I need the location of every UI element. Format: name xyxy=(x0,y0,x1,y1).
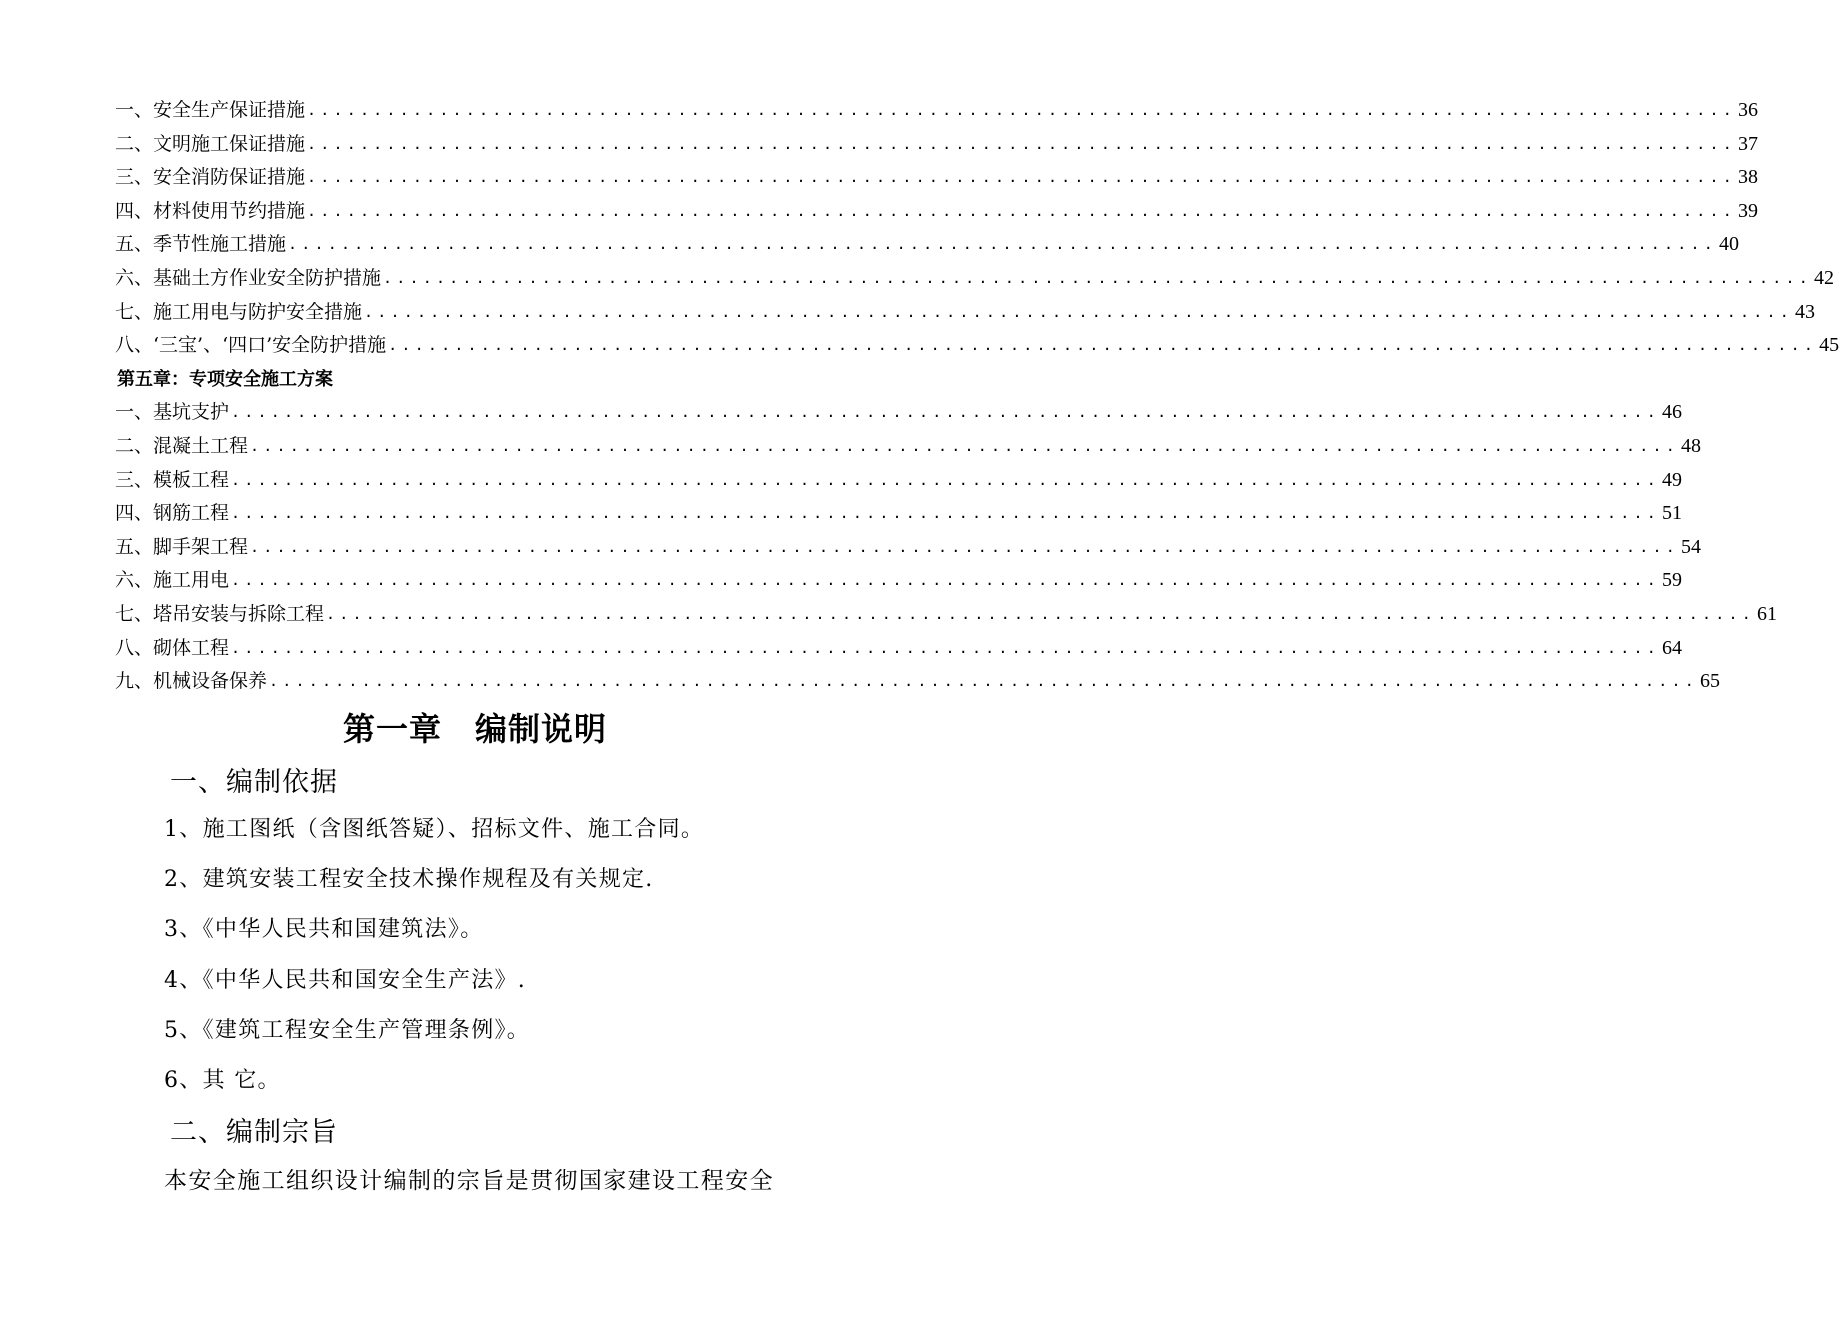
toc-leader-dots: ............................................................................................................ xyxy=(250,436,1679,455)
basis-item: 4、《中华人民共和国安全生产法》. xyxy=(164,968,527,993)
toc-leader-dots: ............................................................................................................ xyxy=(307,168,1736,187)
toc-entry-label: 二、混凝土工程 xyxy=(115,434,249,457)
toc-leader-dots: ............................................................................................................ xyxy=(326,604,1755,623)
toc-leader-dots: ............................................................................................................ xyxy=(269,672,1698,691)
toc-entry[interactable] xyxy=(115,128,1758,162)
toc-page-number: 42 xyxy=(1813,266,1834,289)
toc-page-number: 39 xyxy=(1737,199,1758,222)
toc-leader-dots: ............................................................................................................ xyxy=(307,134,1736,153)
toc-entry[interactable] xyxy=(115,464,1682,498)
toc-leader-dots: ............................................................................................................ xyxy=(231,470,1660,489)
purpose-paragraph: 本安全施工组织设计编制的宗旨是贯彻国家建设工程安全 xyxy=(164,1168,774,1194)
toc-entry[interactable] xyxy=(115,296,1815,330)
section-heading-purpose: 二、编制宗旨 xyxy=(170,1117,338,1148)
toc-entry[interactable] xyxy=(115,161,1758,195)
toc-page-number: 54 xyxy=(1680,535,1701,558)
toc-leader-dots: ............................................................................................................ xyxy=(307,101,1736,119)
toc-entry[interactable] xyxy=(115,531,1701,565)
toc-leader-dots: ............................................................................................................ xyxy=(288,235,1717,254)
basis-item: 1、施工图纸（含图纸答疑）、招标文件、施工合同。 xyxy=(164,817,705,842)
toc-entry[interactable] xyxy=(115,195,1758,229)
toc-entry-label: 六、施工用电 xyxy=(115,569,230,592)
toc-entry-label: 八、砌体工程 xyxy=(115,636,230,659)
toc-leader-dots: ............................................................................................................ xyxy=(231,571,1660,590)
toc-page-number: 38 xyxy=(1737,166,1758,189)
toc-entry-label: 四、材料使用节约措施 xyxy=(115,199,306,222)
toc-entry[interactable] xyxy=(115,430,1701,464)
toc-page-number: 45 xyxy=(1819,334,1839,357)
toc-entry-label: 五、脚手架工程 xyxy=(115,535,249,558)
toc-leader-dots: ............................................................................................................ xyxy=(364,302,1793,321)
toc-entry[interactable] xyxy=(115,94,1758,128)
toc-page-number: 43 xyxy=(1794,300,1815,323)
section-heading-basis: 一、编制依据 xyxy=(170,767,338,798)
toc-page-number: 49 xyxy=(1661,468,1682,491)
toc-page-number: 36 xyxy=(1737,99,1758,121)
toc-entry[interactable] xyxy=(115,632,1682,666)
toc-page-number: 40 xyxy=(1718,233,1739,256)
toc-leader-dots: ............................................................................................................ xyxy=(231,638,1660,657)
toc-entry-label: 七、施工用电与防护安全措施 xyxy=(115,300,363,323)
basis-item: 5、《建筑工程安全生产管理条例》。 xyxy=(164,1018,531,1043)
toc-page-number: 37 xyxy=(1737,132,1758,155)
chapter-title: 第一章 编制说明 xyxy=(342,710,607,748)
toc-page-number: 48 xyxy=(1680,434,1701,457)
toc-page-number: 59 xyxy=(1661,569,1682,592)
toc-leader-dots: ............................................................................................................ xyxy=(383,268,1812,287)
toc-page-number: 64 xyxy=(1661,636,1682,659)
toc-entry-label: 二、文明施工保证措施 xyxy=(115,132,306,155)
toc-page-number: 51 xyxy=(1661,502,1682,525)
toc-entry[interactable] xyxy=(115,497,1682,531)
basis-item: 3、《中华人民共和国建筑法》。 xyxy=(164,917,484,942)
toc-entry-label: 九、机械设备保养 xyxy=(115,670,268,693)
toc-page-number: 61 xyxy=(1756,602,1777,625)
toc-entry-label: 三、安全消防保证措施 xyxy=(115,166,306,189)
toc-entry-label: 一、安全生产保证措施 xyxy=(115,99,306,121)
toc-entry[interactable] xyxy=(115,396,1682,430)
toc-entry[interactable] xyxy=(115,329,1839,363)
toc-chapter-heading[interactable]: 第五章：专项安全施工方案 xyxy=(117,368,333,390)
toc-entry-label: 四、钢筋工程 xyxy=(115,502,230,525)
basis-item: 2、建筑安装工程安全技术操作规程及有关规定. xyxy=(164,867,654,892)
toc-entry[interactable] xyxy=(115,564,1682,598)
toc-entry-label: 七、塔吊安装与拆除工程 xyxy=(115,602,325,625)
toc-page-number: 46 xyxy=(1661,401,1682,424)
toc-entry-label: 六、基础土方作业安全防护措施 xyxy=(115,266,382,289)
toc-entry-label: 五、季节性施工措施 xyxy=(115,233,287,256)
toc-leader-dots: ............................................................................................................ xyxy=(250,537,1679,556)
basis-item: 6、其 它。 xyxy=(164,1068,281,1093)
toc-entry[interactable] xyxy=(115,665,1720,699)
toc-entry[interactable] xyxy=(115,262,1834,296)
toc-leader-dots: ............................................................................................................ xyxy=(231,504,1660,523)
toc-entry-label: 八、‘三宝’、‘四口’安全防护措施 xyxy=(115,334,387,357)
toc-entry[interactable] xyxy=(115,598,1777,632)
table-of-contents xyxy=(115,94,1839,699)
toc-page-number: 65 xyxy=(1699,670,1720,693)
toc-entry-label: 一、基坑支护 xyxy=(115,401,230,424)
toc-leader-dots: ............................................................................................................ xyxy=(307,201,1736,220)
toc-entry-label: 三、模板工程 xyxy=(115,468,230,491)
toc-entry[interactable] xyxy=(115,228,1739,262)
toc-leader-dots: ............................................................................................................ xyxy=(231,403,1660,422)
toc-leader-dots: ............................................................................................................ xyxy=(388,336,1818,355)
